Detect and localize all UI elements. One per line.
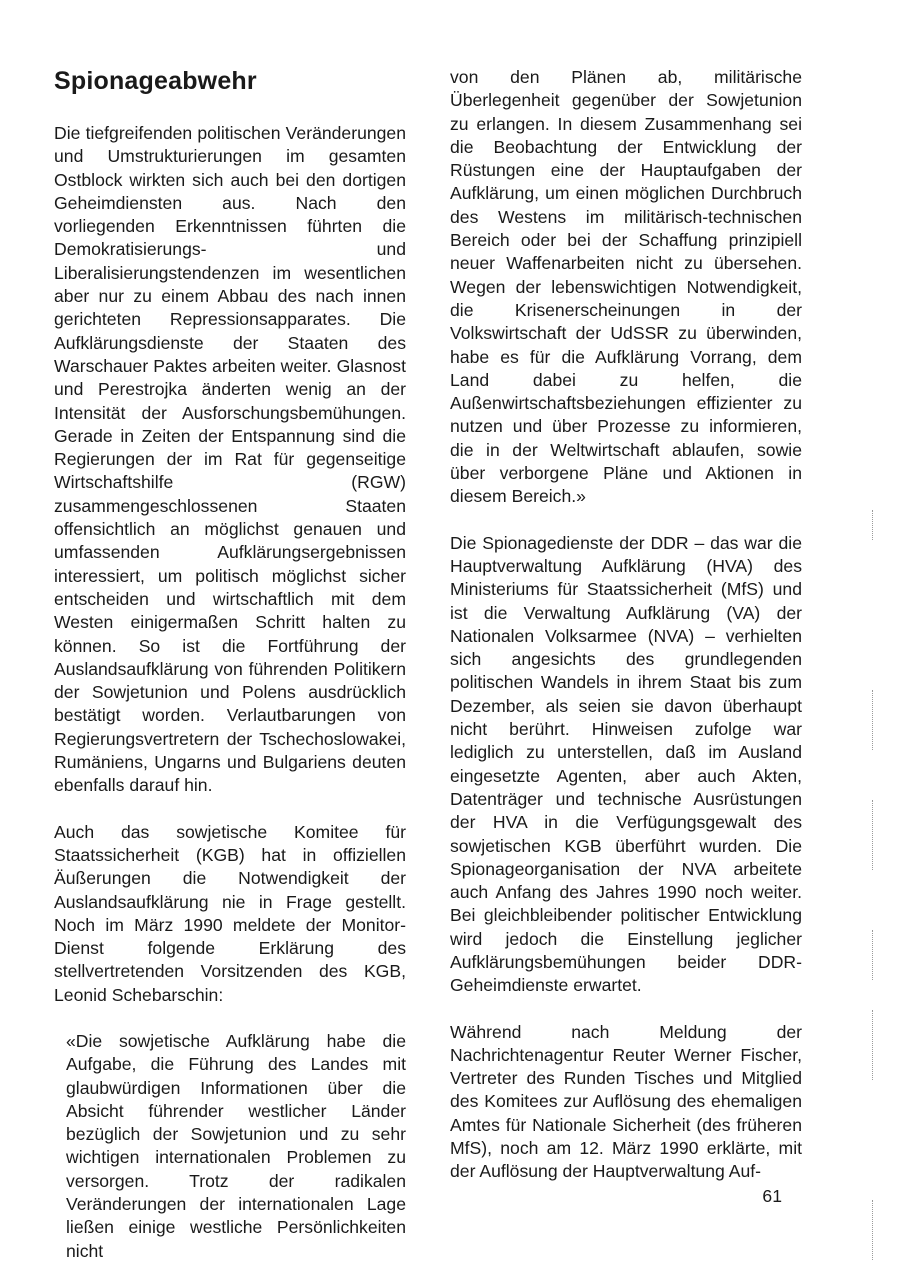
paragraph-intro: Die tiefgreifenden politischen Veränderungen und Umstrukturierungen im gesamten Ostblock wirkten sich auch bei den dortigen Geheimdiensten aus. Nach den vorliegenden Erkenntnissen führten die Demokratisierungs- und Liberalisierungstendenzen im wesentlichen aber nur zu einem Abbau des nach innen gerichteten Repressionsapparates. Die Aufklärungsdienste der Staaten des Warschauer Paktes arbeiten weiter. Glasnost und Perestrojka änderten wenig an der Intensität der Ausforschungsbemühungen. Gerade in Zeiten der Entspannung sind die Regierungen der im Rat für gegenseitige Wirtschaftshilfe (RGW) zusammengeschlossenen Staaten offensichtlich an möglichst genauen und umfassenden Aufklärungsergebnissen interessiert, um politisch möglichst sicher entscheiden und wirtschaftlich mit dem Westen einigermaßen Schritt halten zu können. So ist die Fortführung der Auslandsaufklärung von führenden Politikern der Sowjetunion und Polens ausdrücklich bestätigt worden. Verlautbarungen von Regierungsvertretern der Tschechoslowakei, Rumäniens, Ungarns und Bulgariens deuten ebenfalls darauf hin. xyxy=(54,123,406,796)
section-heading: Spionageabwehr xyxy=(54,67,257,95)
quote-schebarschin-end: von den Plänen ab, militärische Überlegenheit gegenüber der Sowjetunion zu erlangen. In diesem Zusammenhang sei die Beobachtung der Entwicklung der Rüstungen eine der Hauptaufgaben der Aufklärung, um einen möglichen Durchbruch des Westens im militärisch-technischen Bereich oder bei der Schaffung prinzipiell neuer Waffenarbeiten nicht zu übersehen. Wegen der lebenswichtigen Notwendigkeit, die Krisenerscheinungen in der Volkswirtschaft der UdSSR zu überwinden, habe es für die Aufklärung Vorrang, dem Land dabei zu helfen, die Außenwirtschaftsbeziehungen effizienter zu nutzen und über Prozesse zu informieren, die in der Weltwirtschaft ablaufen, sowie über verborgene Pläne und Aktionen in diesem Bereich.» xyxy=(450,67,802,507)
paragraph-kgb: Auch das sowjetische Komitee für Staatssicherheit (KGB) hat in offiziellen Äußerungen die Notwendigkeit der Auslandsaufklärung nie in Frage gestellt. Noch im März 1990 meldete der Monitor-Dienst folgende Erklärung des stellvertretenden Vorsitzenden des KGB, Leonid Schebarschin: xyxy=(54,821,406,1005)
scan-edge-marks xyxy=(872,0,878,1276)
paragraph-ddr-services: Die Spionagedienste der DDR – das war die Hauptverwaltung Aufklärung (HVA) des Ministeriums für Staatssicherheit (MfS) und ist die Verwaltung Aufklärung (VA) der Nationalen Volksarmee (NVA) – verhielten sich angesichts des grundlegenden politischen Wandels in ihrem Staat bis zum Dezember, als seien sie davon überhaupt nicht berührt. Hinweisen zufolge war lediglich zu unterstellen, daß im Ausland eingesetzte Agenten, aber auch Akten, Datenträger und technische Ausrüstungen der HVA in die Verfügungsgewalt des sowjetischen KGB überführt wurden. Die Spionageorganisation der NVA arbeitete auch Anfang des Jahres 1990 noch weiter. Bei gleichbleibender politischer Entwicklung wird jedoch die Einstellung jeglicher Aufklärungsbemühungen beider DDR-Geheimdienste erwartet. xyxy=(450,532,802,996)
quote-schebarschin-start: «Die sowjetische Aufklärung habe die Aufgabe, die Führung des Landes mit glaubwürdigen Informationen über die Absicht führender westlicher Länder bezüglich der Sowjetunion und zu sehr wichtigen internationalen Problemen zu versorgen. Trotz der radikalen Veränderungen der internationalen Lage ließen einige westliche Persönlichkeiten nicht xyxy=(66,1030,406,1261)
right-column xyxy=(450,66,802,1184)
left-column xyxy=(54,66,406,1263)
page-number: 61 xyxy=(762,1186,782,1206)
paragraph-reuter: Während nach Meldung der Nachrichtenagentur Reuter Werner Fischer, Vertreter des Runden Tisches und Mitglied des Komitees zur Auflösung des ehemaligen Amtes für Nationale Sicherheit (des früheren MfS), noch am 12. März 1990 erklärte, mit der Auflösung der Hauptverwaltung Auf- xyxy=(450,1021,802,1182)
